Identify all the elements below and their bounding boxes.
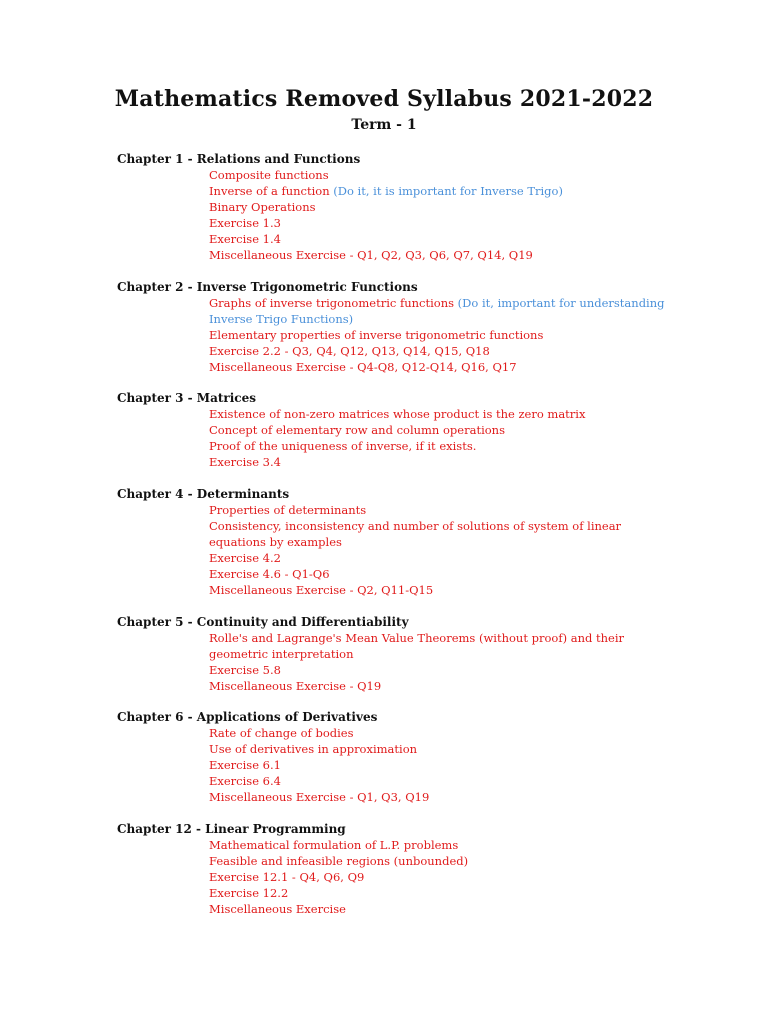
syllabus-item: Exercise 1.4 — [209, 232, 281, 246]
syllabus-item: Existence of non-zero matrices whose product is the zero matrix — [209, 407, 586, 421]
chapter-3-section — [117, 390, 677, 470]
syllabus-item: Binary Operations — [209, 200, 316, 214]
syllabus-item: Exercise 12.2 — [209, 886, 289, 900]
syllabus-item: Exercise 3.4 — [209, 455, 281, 469]
syllabus-item: Concept of elementary row and column operations — [209, 423, 505, 437]
chapter-6-section — [117, 709, 677, 805]
chapter-heading: Chapter 2 - Inverse Trigonometric Functions — [117, 280, 418, 294]
syllabus-item: Miscellaneous Exercise - Q1, Q2, Q3, Q6, Q7, Q14, Q19 — [209, 248, 533, 262]
syllabus-item: Graphs of inverse trigonometric functions (Do it, important for understanding Inverse Trigo Functions) — [209, 296, 665, 326]
syllabus-item: Exercise 6.4 — [209, 774, 281, 788]
chapter-5-section — [117, 614, 677, 694]
document-title: Mathematics Removed Syllabus 2021-2022 — [114, 86, 654, 112]
syllabus-item: Miscellaneous Exercise - Q2, Q11-Q15 — [209, 583, 434, 597]
chapter-heading: Chapter 5 - Continuity and Differentiability — [117, 615, 409, 629]
syllabus-item: Exercise 6.1 — [209, 758, 281, 772]
syllabus-item: Composite functions — [209, 168, 329, 182]
item-note: (Do it, it is important for Inverse Trigo) — [333, 184, 563, 198]
syllabus-item: Elementary properties of inverse trigonometric functions — [209, 328, 544, 342]
syllabus-item: Exercise 5.8 — [209, 663, 281, 677]
syllabus-item: Exercise 12.1 - Q4, Q6, Q9 — [209, 870, 365, 884]
syllabus-item: Exercise 2.2 - Q3, Q4, Q12, Q13, Q14, Q15, Q18 — [209, 344, 490, 358]
chapter-1-section — [117, 151, 677, 263]
syllabus-item: Miscellaneous Exercise - Q19 — [209, 679, 382, 693]
chapter-items — [209, 837, 669, 917]
chapter-items — [209, 295, 669, 375]
chapter-items — [209, 167, 669, 263]
chapter-12-section — [117, 821, 677, 917]
syllabus-item: Miscellaneous Exercise — [209, 902, 346, 916]
syllabus-item: Miscellaneous Exercise - Q4-Q8, Q12-Q14, Q16, Q17 — [209, 360, 517, 374]
syllabus-item: Exercise 4.2 — [209, 551, 281, 565]
syllabus-item: Inverse of a function (Do it, it is important for Inverse Trigo) — [209, 184, 563, 198]
syllabus-item: Rate of change of bodies — [209, 726, 354, 740]
syllabus-item: Properties of determinants — [209, 503, 367, 517]
document-subtitle: Term - 1 — [351, 117, 417, 133]
chapter-heading: Chapter 4 - Determinants — [117, 487, 290, 501]
syllabus-item: Proof of the uniqueness of inverse, if it exists. — [209, 439, 477, 453]
chapter-heading: Chapter 6 - Applications of Derivatives — [117, 710, 378, 724]
syllabus-item: Exercise 1.3 — [209, 216, 281, 230]
syllabus-item: Mathematical formulation of L.P. problems — [209, 838, 459, 852]
syllabus-item: Exercise 4.6 - Q1-Q6 — [209, 567, 330, 581]
chapter-4-section — [117, 486, 677, 598]
syllabus-item: Rolle's and Lagrange's Mean Value Theorems (without proof) and their geometric interpretation — [209, 631, 624, 661]
syllabus-item: Use of derivatives in approximation — [209, 742, 418, 756]
syllabus-item: Consistency, inconsistency and number of solutions of system of linear equations by examples — [209, 519, 622, 549]
chapter-heading: Chapter 3 - Matrices — [117, 391, 256, 405]
chapter-2-section — [117, 279, 677, 375]
syllabus-item: Feasible and infeasible regions (unbounded) — [209, 854, 469, 868]
chapter-items — [209, 502, 669, 598]
item-note: (Do it, important for understanding Inverse Trigo Functions) — [209, 296, 665, 326]
chapter-items — [209, 725, 669, 805]
chapter-items — [209, 406, 669, 470]
syllabus-item: Miscellaneous Exercise - Q1, Q3, Q19 — [209, 790, 430, 804]
chapter-heading: Chapter 1 - Relations and Functions — [117, 152, 361, 166]
chapter-heading: Chapter 12 - Linear Programming — [117, 822, 346, 836]
chapter-items — [209, 630, 669, 694]
